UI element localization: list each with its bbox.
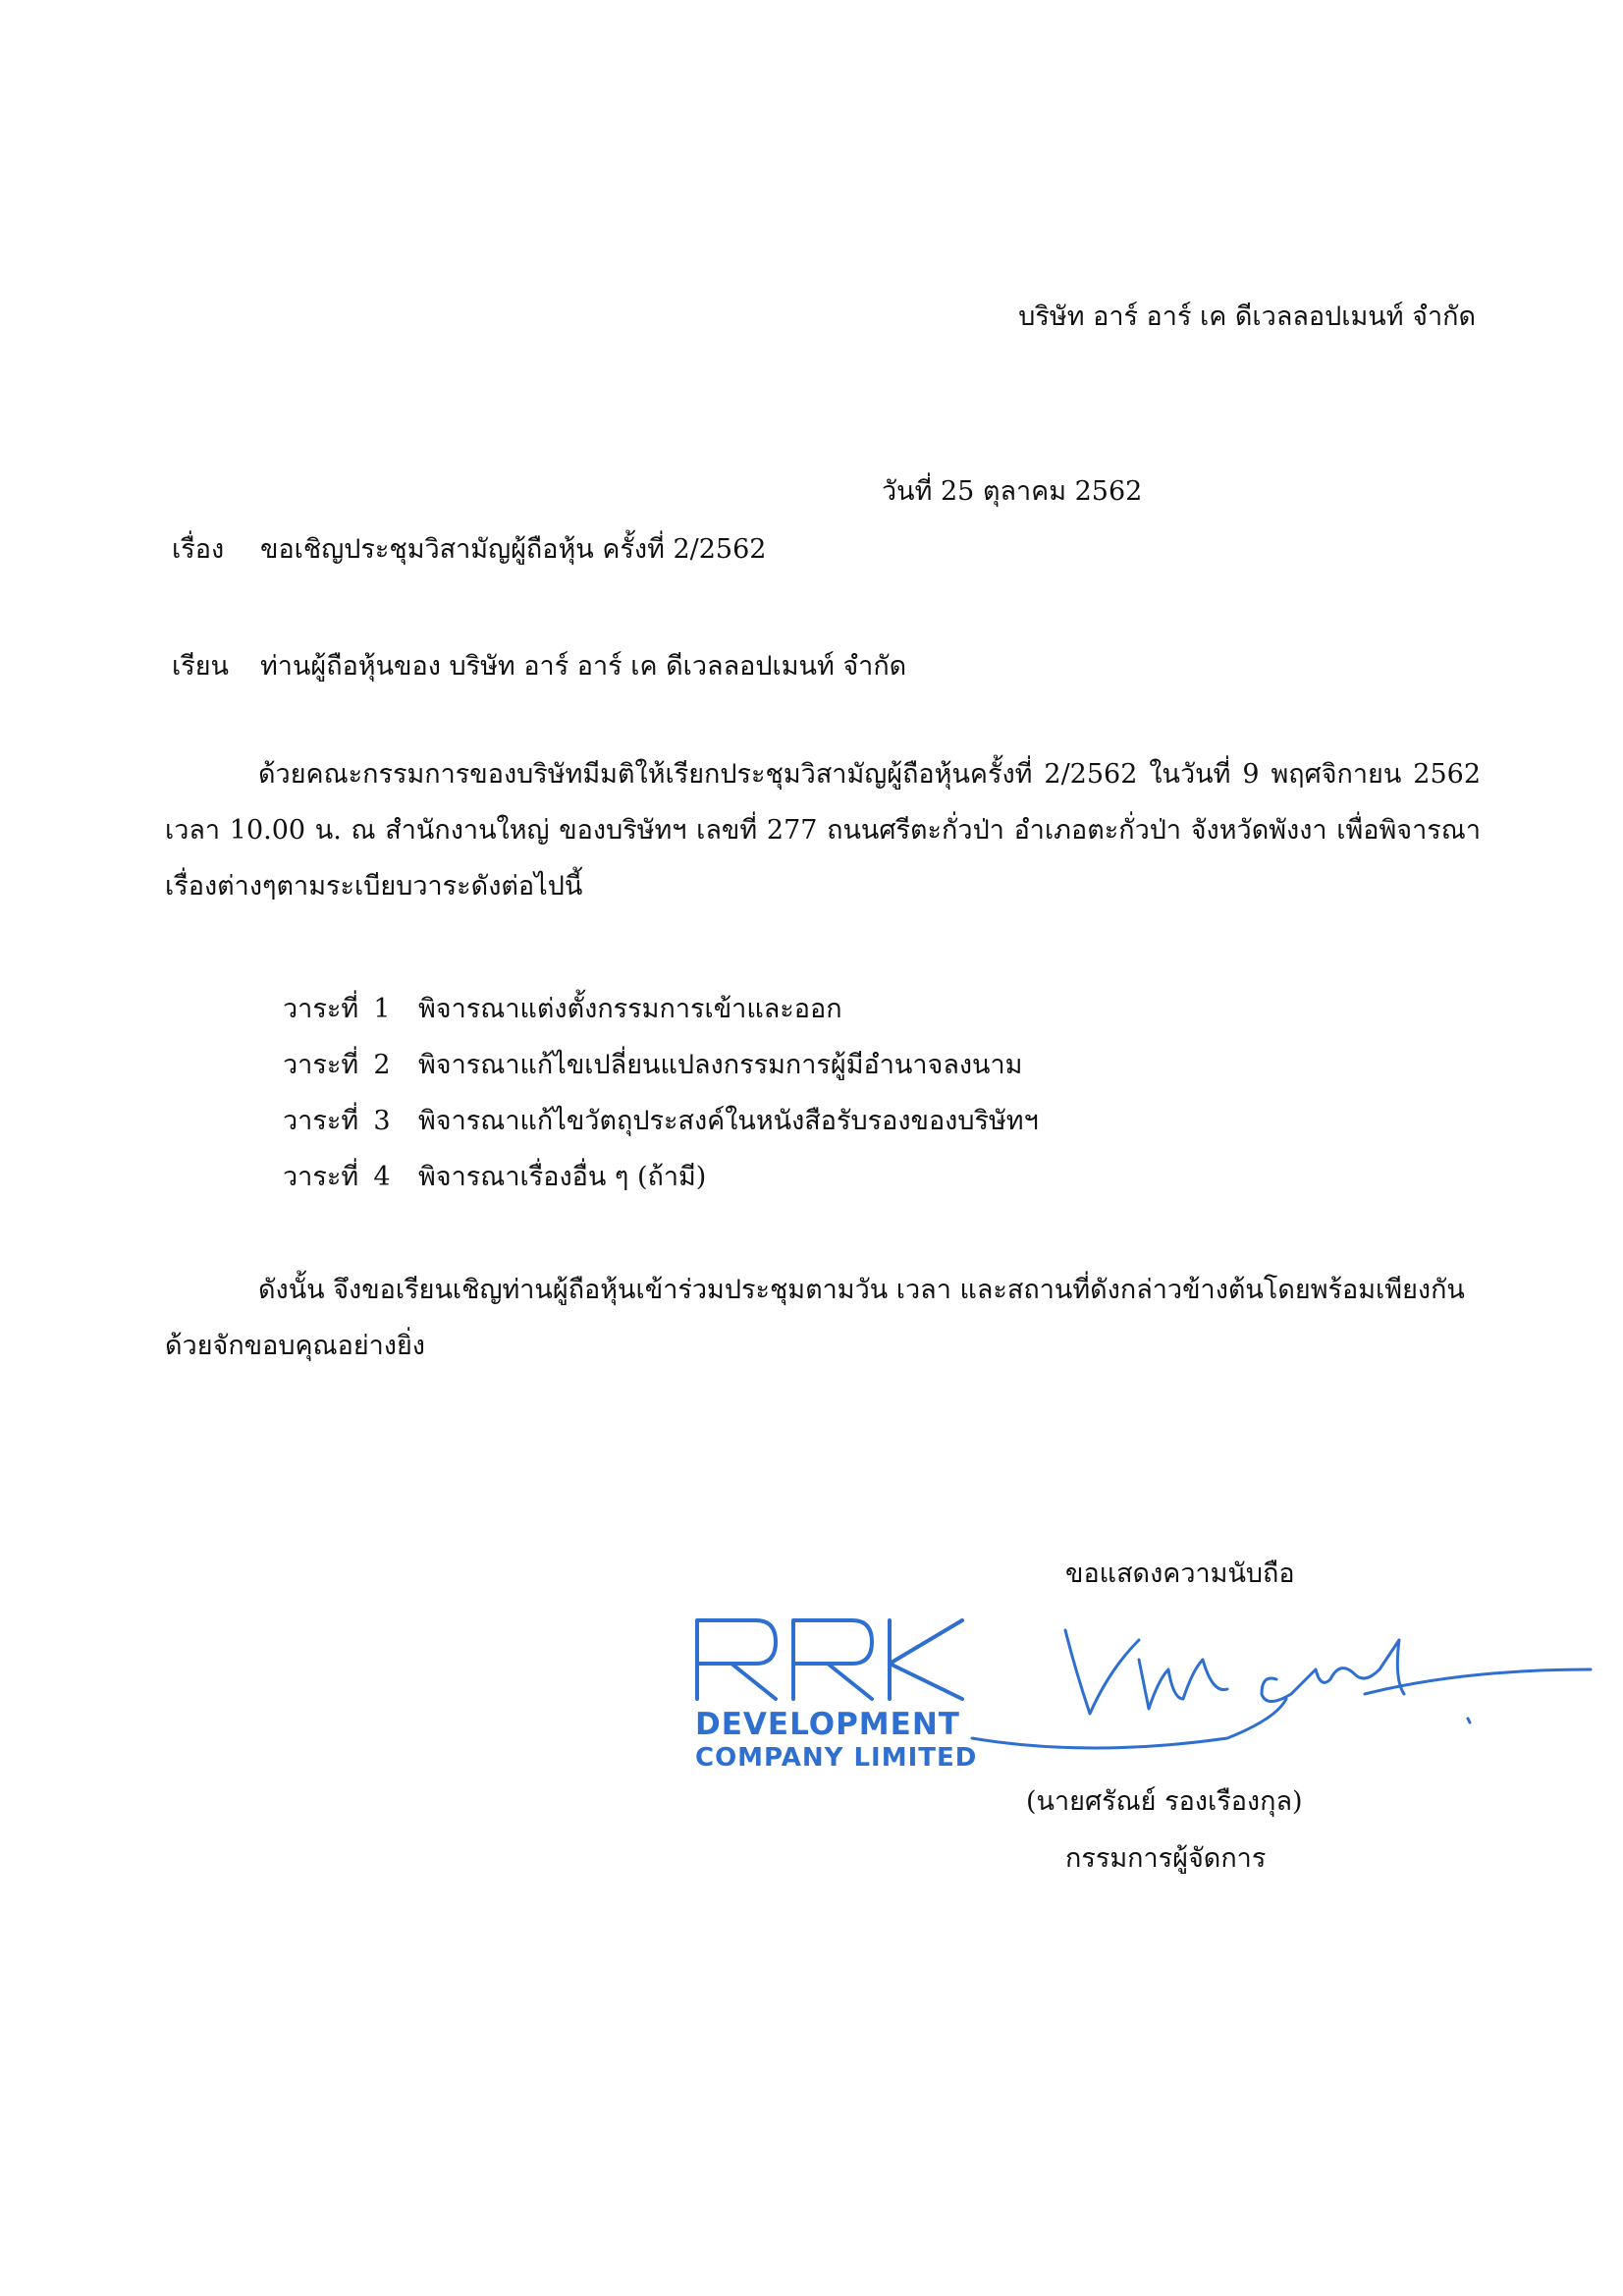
company-stamp-and-signature [677,1601,1600,1777]
agenda-number: 3 [373,1106,391,1136]
agenda-number: 1 [373,994,391,1024]
signer-title: กรรมการผู้จัดการ [1065,1843,1267,1874]
closing-paragraph [165,1262,1481,1374]
intro-text: ด้วยคณะกรรมการของบริษัทมีมติให้เรียกประชุมวิสามัญผู้ถือหุ้นครั้งที่ 2/2562 ในวันที่ 9 พฤศจิกายน 2562 เวลา 10.00 น. ณ สำนักงานใหญ่ ของบริษัทฯ เลขที่ 277 ถนนศรีตะกั่วป่า อำเภอตะกั่วป่า จังหวัดพังงา เพื่อพิจารณาเรื่องต่างๆตามระเบียบวาระดังต่อไปนี้ [165,759,1481,902]
agenda-text: พิจารณาแก้ไขเปลี่ยนแปลงกรรมการผู้มีอำนาจลงนาม [418,1050,1023,1080]
agenda-number: 4 [373,1162,391,1192]
agenda-item [283,1155,706,1197]
subject-text: ขอเชิญประชุมวิสามัญผู้ถือหุ้น ครั้งที่ 2/2562 [260,534,767,565]
intro-paragraph [165,746,1481,914]
agenda-item [283,1099,1039,1141]
agenda-item [283,1043,1022,1085]
signer-name: (นายศรัณย์ รองเรืองกุล) [1026,1786,1303,1817]
agenda-label: วาระที่ [283,994,359,1024]
stamp-line-development: DEVELOPMENT [695,1707,960,1742]
regards-text: ขอแสดงความนับถือ [1065,1558,1295,1589]
agenda-number: 2 [373,1050,391,1080]
signature-mark [972,1630,1591,1748]
agenda-text: พิจารณาเรื่องอื่น ๆ (ถ้ามี) [418,1162,707,1192]
agenda-label: วาระที่ [283,1162,359,1192]
recipient-label: เรียน [172,651,230,682]
agenda-text: พิจารณาแต่งตั้งกรรมการเข้าและออก [418,994,842,1024]
company-name-header: บริษัท อาร์ อาร์ เค ดีเวลลอปเมนท์ จำกัด [1018,301,1476,332]
agenda-label: วาระที่ [283,1050,359,1080]
agenda-text: พิจารณาแก้ไขวัตถุประสงค์ในหนังสือรับรองของบริษัทฯ [418,1106,1039,1136]
agenda-item [283,987,842,1029]
letter-date: วันที่ 25 ตุลาคม 2562 [882,476,1143,507]
rrk-logo-icon [697,1620,962,1699]
subject-label: เรื่อง [172,534,225,565]
closing-text: ดังนั้น จึงขอเรียนเชิญท่านผู้ถือหุ้นเข้าร่วมประชุมตามวัน เวลา และสถานที่ดังกล่าวข้างต้นโดยพร้อมเพียงกัน ด้วยจักขอบคุณอย่างยิ่ง [165,1275,1465,1361]
agenda-label: วาระที่ [283,1106,359,1136]
stamp-line-company: COMPANY LIMITED [695,1743,978,1773]
recipient-text: ท่านผู้ถือหุ้นของ บริษัท อาร์ อาร์ เค ดีเวลลอปเมนท์ จำกัด [260,651,907,682]
